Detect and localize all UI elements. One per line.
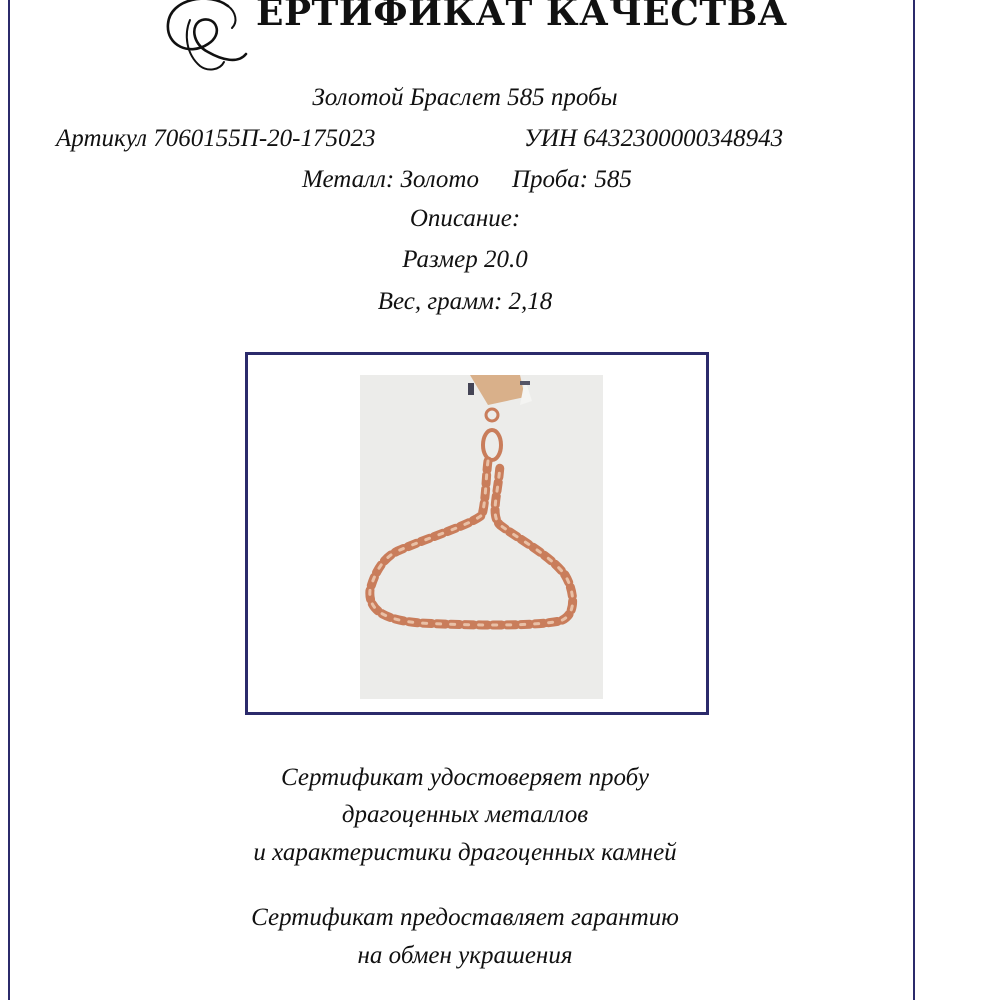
guarantee-line-2: на обмен украшения <box>357 942 573 969</box>
bracelet-photo <box>360 375 603 699</box>
certificate-title: ЕРТИФИКАТ КАЧЕСТВА <box>256 0 788 34</box>
assay-field: Проба: 585 <box>512 166 632 193</box>
gold-bracelet-image <box>360 375 603 699</box>
description-label: Описание: <box>409 205 521 232</box>
weight-field: Вес, грамм: 2,18 <box>377 288 553 315</box>
size-field: Размер 20.0 <box>402 246 528 273</box>
certificate-statement-line-1: Сертификат удостоверяет пробу <box>281 764 649 791</box>
certificate-statement-line-2: драгоценных металлов <box>341 801 589 828</box>
photo-frame <box>245 352 709 715</box>
product-name: Золотой Браслет 585 пробы <box>312 84 618 111</box>
monogram-icon <box>150 0 260 74</box>
certificate-statement-line-3: и характеристики драгоценных камней <box>253 839 677 866</box>
article-number: Артикул 7060155П-20-175023 <box>56 125 376 152</box>
metal-field: Металл: Золото <box>302 166 479 193</box>
guarantee-line-1: Сертификат предоставляет гарантию <box>251 904 679 931</box>
uin-number: УИН 6432300000348943 <box>524 125 784 152</box>
